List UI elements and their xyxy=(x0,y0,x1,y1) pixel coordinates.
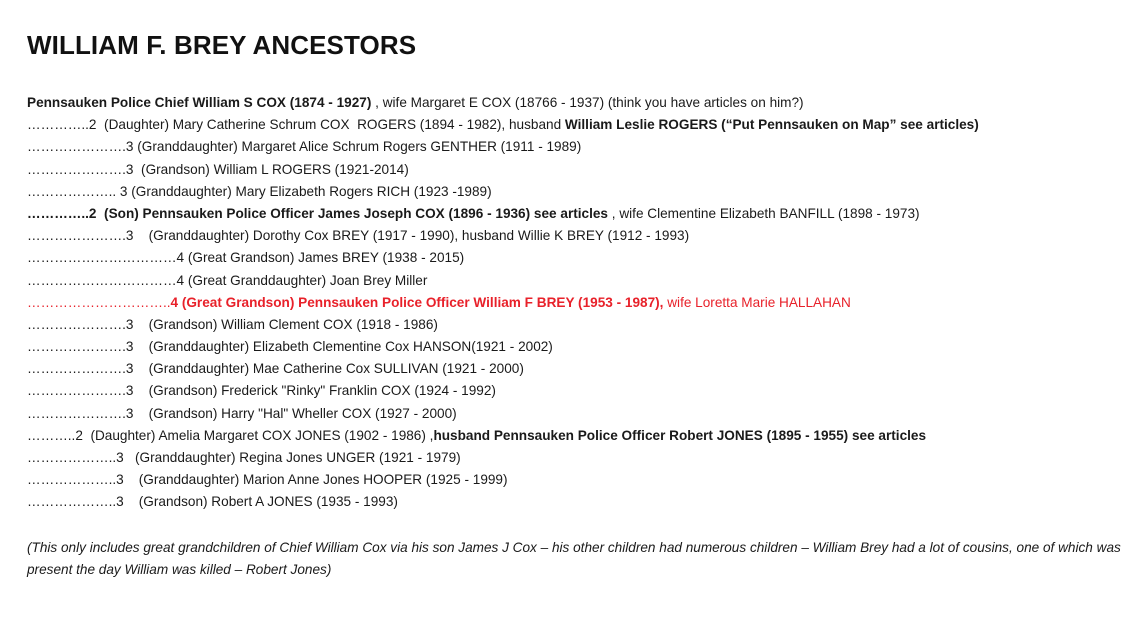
ancestor-line xyxy=(27,314,1137,336)
line-segment: Pennsauken Police Chief William S COX (1874 - 1927) xyxy=(27,95,372,110)
line-segment: 4 (Great Grandson) Pennsauken Police Officer William F BREY (1953 - 1987), xyxy=(170,294,664,310)
line-segment: , wife Clementine Elizabeth BANFILL (1898 - 1973) xyxy=(608,205,920,221)
line-segment: ………………..3 (Granddaughter) Marion Anne Jones HOOPER (1925 - 1999) xyxy=(27,472,508,488)
line-segment: William Leslie ROGERS (“Put Pennsauken on Map” see articles) xyxy=(564,117,979,133)
line-segment: husband Pennsauken Police Officer Robert JONES (1895 - 1955) see articles xyxy=(433,427,927,443)
line-segment: , wife Margaret E COX (18766 - 1937) (think you have articles on him?) xyxy=(371,95,804,110)
ancestor-line xyxy=(27,292,1137,314)
ancestor-list xyxy=(27,92,1137,514)
ancestor-line xyxy=(27,336,1137,358)
ancestor-line xyxy=(27,469,1137,491)
line-segment: ………………….3 (Grandson) William L ROGERS (1921-2014) xyxy=(27,161,409,177)
line-segment: ………………..3 (Granddaughter) Regina Jones UNGER (1921 - 1979) xyxy=(27,450,461,465)
line-segment: ………………….3 (Granddaughter) Mae Catherine Cox SULLIVAN (1921 - 2000) xyxy=(27,361,524,377)
ancestor-line xyxy=(27,181,1137,203)
line-segment: ………………………….. xyxy=(27,294,171,310)
line-segment: …………..2 xyxy=(27,205,105,221)
line-segment: ………………….3 (Granddaughter) Dorothy Cox BREY (1917 - 1990), husband Willie K BREY (1912 - 1993) xyxy=(27,228,690,244)
line-segment: ……………….. 3 (Granddaughter) Mary Elizabeth Rogers RICH (1923 -1989) xyxy=(27,183,492,199)
line-segment: ……………………………4 (Great Granddaughter) Joan Brey Miller xyxy=(27,272,428,288)
ancestor-line xyxy=(27,92,1137,114)
ancestor-line xyxy=(27,114,1137,136)
ancestor-line xyxy=(27,136,1137,158)
line-segment: ………………….3 (Granddaughter) Elizabeth Clementine Cox HANSON(1921 - 2002) xyxy=(27,339,553,355)
ancestor-line xyxy=(27,247,1137,269)
line-segment: ………………..3 (Grandson) Robert A JONES (1935 - 1993) xyxy=(27,494,398,510)
line-segment: ………………….3 (Granddaughter) Margaret Alice Schrum Rogers GENTHER (1911 - 1989) xyxy=(27,139,582,155)
ancestor-line xyxy=(27,203,1137,225)
ancestor-line xyxy=(27,491,1137,513)
line-segment: wife Loretta Marie HALLAHAN xyxy=(663,294,851,310)
line-segment: ………..2 (Daughter) Amelia Margaret COX JONES (1902 - 1986) , xyxy=(27,427,434,443)
line-segment: …………..2 (Daughter) Mary Catherine Schrum COX ROGERS (1894 - 1982), husband xyxy=(27,117,565,133)
document-title: WILLIAM F. BREY ANCESTORS xyxy=(27,30,417,60)
ancestor-line xyxy=(27,270,1137,292)
ancestor-line xyxy=(27,425,1137,447)
ancestor-line xyxy=(27,447,1137,469)
ancestor-line xyxy=(27,358,1137,380)
ancestor-line xyxy=(27,225,1137,247)
line-segment: ………………….3 (Grandson) William Clement COX (1918 - 1986) xyxy=(27,316,438,332)
line-segment: (Son) Pennsauken Police Officer James Joseph COX (1896 - 1936) see articles xyxy=(104,205,608,221)
line-segment: ………………….3 (Grandson) Harry "Hal" Wheller COX (1927 - 2000) xyxy=(27,405,457,421)
line-segment: ……………………………4 (Great Grandson) James BREY (1938 - 2015) xyxy=(27,250,465,266)
line-segment: ………………….3 (Grandson) Frederick "Rinky" Franklin COX (1924 - 1992) xyxy=(27,383,496,399)
ancestor-line xyxy=(27,380,1137,402)
ancestor-line xyxy=(27,159,1137,181)
ancestor-line xyxy=(27,403,1137,425)
footnote: (This only includes great grandchildren of Chief William Cox via his son James J Cox – his other children had numerous children – William Brey had a lot of cousins, one of which was present the day William was killed – Robert Jones) xyxy=(27,540,1121,577)
